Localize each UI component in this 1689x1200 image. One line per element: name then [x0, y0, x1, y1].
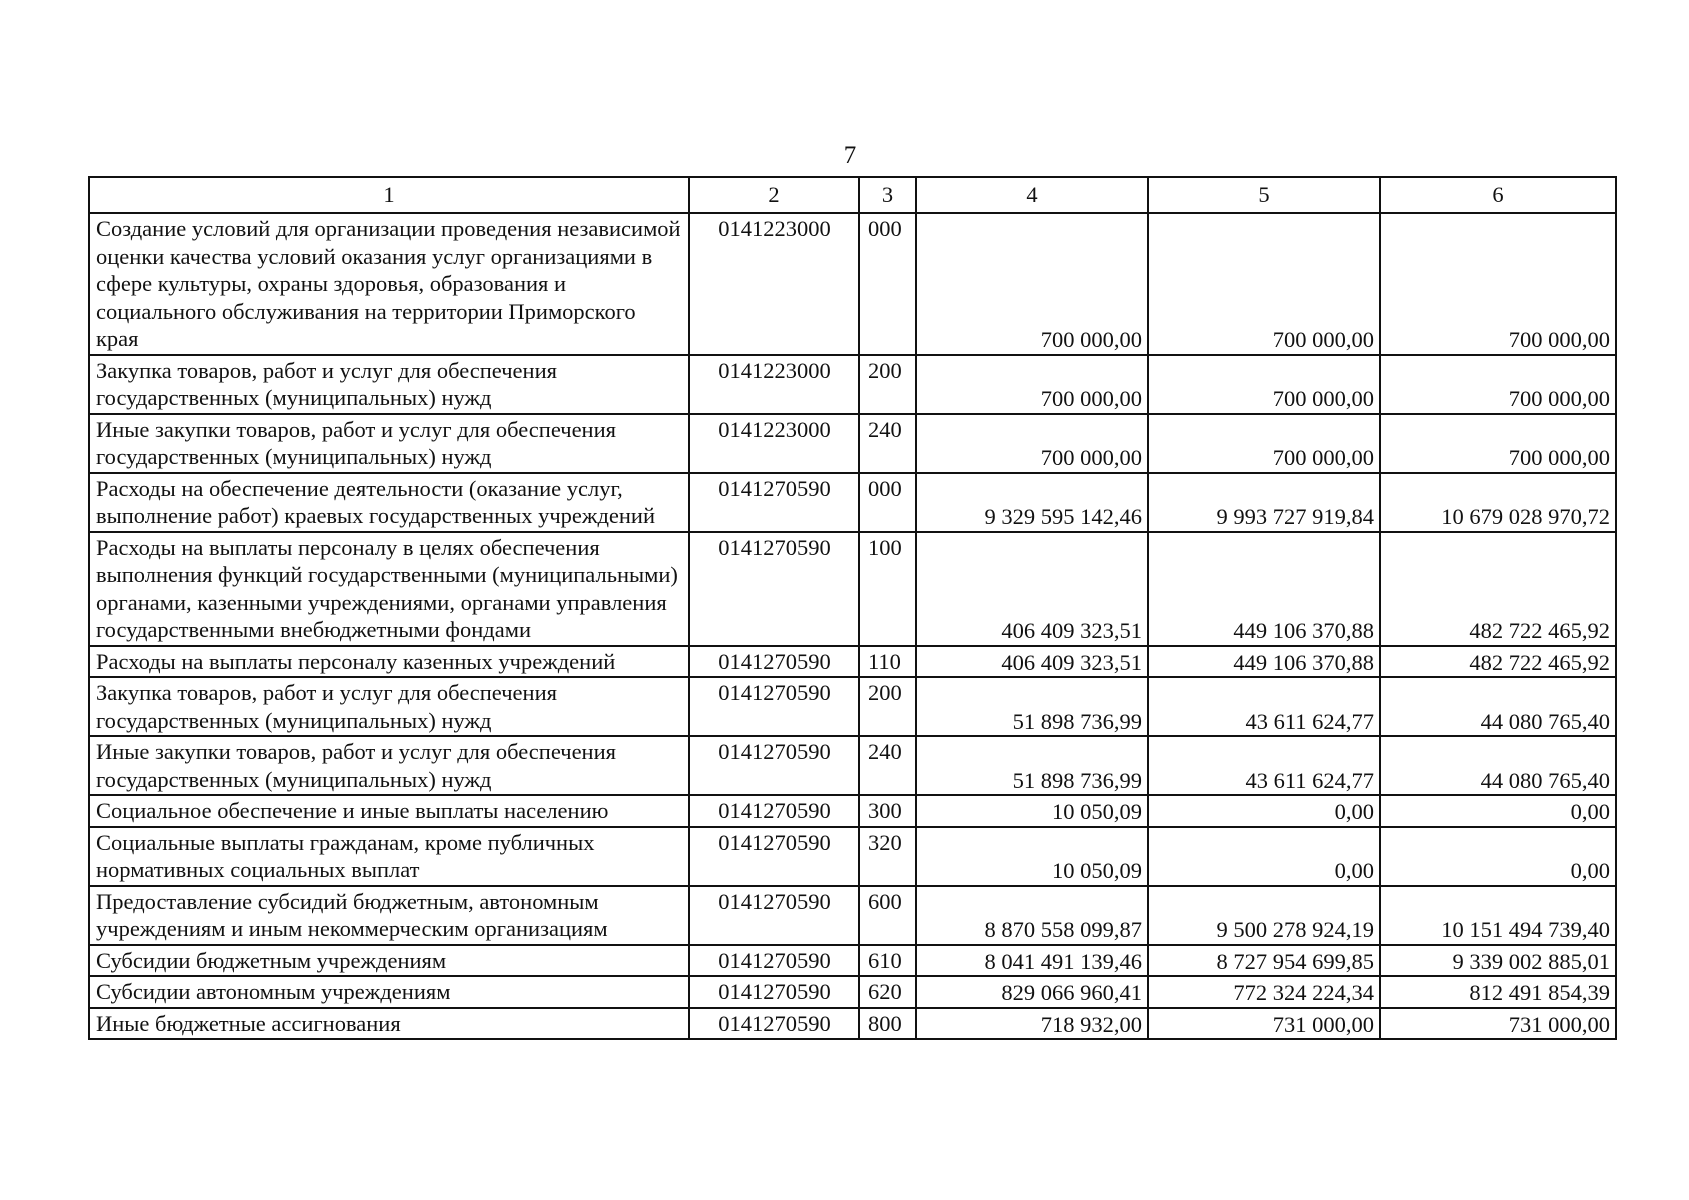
- table-row: [89, 473, 1616, 532]
- row-name: Иные закупки товаров, работ и услуг для обеспечения государственных (муниципальных) нужд: [89, 736, 689, 795]
- row-amount-1: 718 932,00: [916, 1008, 1148, 1040]
- row-amount-1: 8 870 558 099,87: [916, 886, 1148, 945]
- row-amount-2: 9 993 727 919,84: [1148, 473, 1380, 532]
- table-row: [89, 945, 1616, 977]
- table-row: [89, 355, 1616, 414]
- row-amount-2: 700 000,00: [1148, 414, 1380, 473]
- table-row: [89, 532, 1616, 646]
- row-amount-1: 51 898 736,99: [916, 736, 1148, 795]
- row-amount-3: 731 000,00: [1380, 1008, 1616, 1040]
- row-name: Иные бюджетные ассигнования: [89, 1008, 689, 1040]
- row-amount-1: 51 898 736,99: [916, 677, 1148, 736]
- row-name: Закупка товаров, работ и услуг для обеспечения государственных (муниципальных) нужд: [89, 677, 689, 736]
- row-amount-2: 0,00: [1148, 827, 1380, 886]
- table-row: [89, 886, 1616, 945]
- row-amount-3: 44 080 765,40: [1380, 677, 1616, 736]
- row-amount-3: 0,00: [1380, 827, 1616, 886]
- row-amount-3: 44 080 765,40: [1380, 736, 1616, 795]
- row-type: 620: [859, 976, 916, 1008]
- table-row: [89, 827, 1616, 886]
- row-code: 0141270590: [689, 532, 859, 646]
- row-amount-2: 772 324 224,34: [1148, 976, 1380, 1008]
- row-amount-1: 700 000,00: [916, 414, 1148, 473]
- row-amount-2: 731 000,00: [1148, 1008, 1380, 1040]
- table-row: [89, 677, 1616, 736]
- row-amount-1: 700 000,00: [916, 213, 1148, 355]
- row-amount-1: 10 050,09: [916, 827, 1148, 886]
- row-code: 0141270590: [689, 795, 859, 827]
- row-code: 0141223000: [689, 414, 859, 473]
- row-amount-2: 43 611 624,77: [1148, 677, 1380, 736]
- row-amount-1: 406 409 323,51: [916, 646, 1148, 678]
- header-col-2: 2: [689, 177, 859, 213]
- table-row: [89, 1008, 1616, 1040]
- row-code: 0141270590: [689, 886, 859, 945]
- row-name: Расходы на выплаты персоналу казенных учреждений: [89, 646, 689, 678]
- row-amount-2: 449 106 370,88: [1148, 532, 1380, 646]
- row-amount-3: 812 491 854,39: [1380, 976, 1616, 1008]
- row-amount-1: 829 066 960,41: [916, 976, 1148, 1008]
- row-amount-3: 10 679 028 970,72: [1380, 473, 1616, 532]
- table-header: [89, 177, 1616, 213]
- header-col-6: 6: [1380, 177, 1616, 213]
- row-code: 0141270590: [689, 646, 859, 678]
- table-row: [89, 736, 1616, 795]
- row-code: 0141270590: [689, 945, 859, 977]
- row-amount-2: 9 500 278 924,19: [1148, 886, 1380, 945]
- table-row: [89, 414, 1616, 473]
- row-type: 240: [859, 414, 916, 473]
- row-code: 0141270590: [689, 736, 859, 795]
- row-code: 0141223000: [689, 213, 859, 355]
- row-name: Субсидии автономным учреждениям: [89, 976, 689, 1008]
- row-name: Социальное обеспечение и иные выплаты населению: [89, 795, 689, 827]
- row-amount-1: 700 000,00: [916, 355, 1148, 414]
- row-amount-3: 0,00: [1380, 795, 1616, 827]
- header-col-4: 4: [916, 177, 1148, 213]
- row-code: 0141270590: [689, 976, 859, 1008]
- row-name: Субсидии бюджетным учреждениям: [89, 945, 689, 977]
- row-type: 200: [859, 355, 916, 414]
- page-number: 7: [843, 142, 857, 169]
- row-code: 0141270590: [689, 1008, 859, 1040]
- row-amount-2: 700 000,00: [1148, 213, 1380, 355]
- row-code: 0141270590: [689, 827, 859, 886]
- row-name: Социальные выплаты гражданам, кроме публичных нормативных социальных выплат: [89, 827, 689, 886]
- row-amount-3: 700 000,00: [1380, 414, 1616, 473]
- row-type: 240: [859, 736, 916, 795]
- table-row: [89, 213, 1616, 355]
- row-name: Предоставление субсидий бюджетным, автономным учреждениям и иным некоммерческим организациям: [89, 886, 689, 945]
- row-type: 110: [859, 646, 916, 678]
- row-amount-3: 9 339 002 885,01: [1380, 945, 1616, 977]
- row-name: Расходы на обеспечение деятельности (оказание услуг, выполнение работ) краевых государственных учреждений: [89, 473, 689, 532]
- row-amount-3: 10 151 494 739,40: [1380, 886, 1616, 945]
- row-amount-2: 449 106 370,88: [1148, 646, 1380, 678]
- row-amount-3: 482 722 465,92: [1380, 646, 1616, 678]
- row-amount-3: 700 000,00: [1380, 355, 1616, 414]
- row-name: Закупка товаров, работ и услуг для обеспечения государственных (муниципальных) нужд: [89, 355, 689, 414]
- row-type: 100: [859, 532, 916, 646]
- header-col-3: 3: [859, 177, 916, 213]
- row-type: 000: [859, 473, 916, 532]
- table-row: [89, 795, 1616, 827]
- table-row: [89, 976, 1616, 1008]
- row-amount-2: 700 000,00: [1148, 355, 1380, 414]
- budget-table: [88, 176, 1617, 1040]
- row-name: Расходы на выплаты персоналу в целях обеспечения выполнения функций государственными (муниципальными) органами, казенными учреждениями, органами управления государственными внебюджетными фондами: [89, 532, 689, 646]
- row-type: 800: [859, 1008, 916, 1040]
- row-amount-2: 8 727 954 699,85: [1148, 945, 1380, 977]
- row-code: 0141223000: [689, 355, 859, 414]
- row-code: 0141270590: [689, 473, 859, 532]
- row-type: 610: [859, 945, 916, 977]
- row-amount-1: 8 041 491 139,46: [916, 945, 1148, 977]
- row-type: 320: [859, 827, 916, 886]
- row-amount-1: 10 050,09: [916, 795, 1148, 827]
- header-row: [89, 177, 1616, 213]
- row-type: 200: [859, 677, 916, 736]
- header-col-5: 5: [1148, 177, 1380, 213]
- row-type: 000: [859, 213, 916, 355]
- row-name: Иные закупки товаров, работ и услуг для обеспечения государственных (муниципальных) нужд: [89, 414, 689, 473]
- row-type: 600: [859, 886, 916, 945]
- row-amount-2: 43 611 624,77: [1148, 736, 1380, 795]
- row-amount-3: 482 722 465,92: [1380, 532, 1616, 646]
- row-amount-2: 0,00: [1148, 795, 1380, 827]
- row-type: 300: [859, 795, 916, 827]
- row-amount-1: 406 409 323,51: [916, 532, 1148, 646]
- header-col-1: 1: [89, 177, 689, 213]
- row-code: 0141270590: [689, 677, 859, 736]
- table-row: [89, 646, 1616, 678]
- row-amount-3: 700 000,00: [1380, 213, 1616, 355]
- row-amount-1: 9 329 595 142,46: [916, 473, 1148, 532]
- table-body: [89, 213, 1616, 1039]
- row-name: Создание условий для организации проведения независимой оценки качества условий оказания услуг организациями в сфере культуры, охраны здоровья, образования и социального обслуживания на территории Приморского края: [89, 213, 689, 355]
